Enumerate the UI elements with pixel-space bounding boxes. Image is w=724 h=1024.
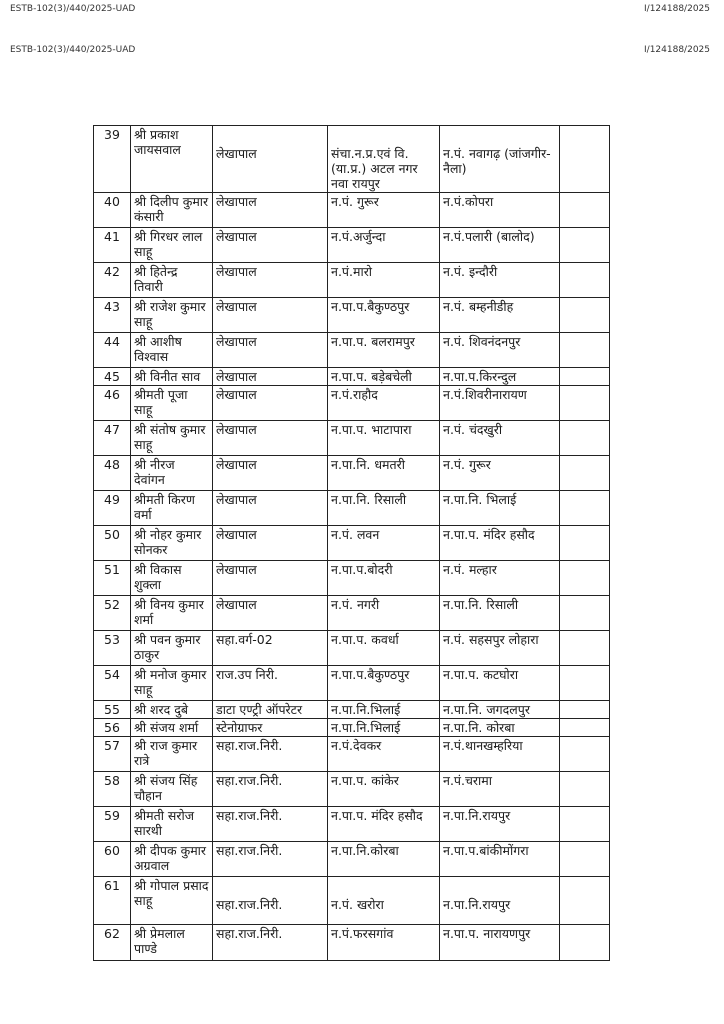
remarks-cell <box>560 842 610 877</box>
table-row <box>94 631 610 666</box>
employee-name: श्री विनय कुमार शर्मा <box>131 596 213 631</box>
serial-number: 51 <box>94 561 131 596</box>
table-row <box>94 719 610 737</box>
table-row <box>94 877 610 925</box>
remarks-cell <box>560 719 610 737</box>
designation: लेखापाल <box>213 596 328 631</box>
designation: स्टेनोग्राफर <box>213 719 328 737</box>
serial-number: 62 <box>94 925 131 961</box>
serial-number: 41 <box>94 228 131 263</box>
remarks-cell <box>560 701 610 719</box>
designation: लेखापाल <box>213 126 328 193</box>
new-posting: न.पं. बम्हनीडीह <box>440 298 560 333</box>
employee-name: श्री संजय शर्मा <box>131 719 213 737</box>
serial-number: 55 <box>94 701 131 719</box>
serial-number: 60 <box>94 842 131 877</box>
employee-name: श्री नोहर कुमार सोनकर <box>131 526 213 561</box>
serial-number: 58 <box>94 772 131 807</box>
new-posting: न.पा.प. कटघोरा <box>440 666 560 701</box>
designation: लेखापाल <box>213 386 328 421</box>
table-row <box>94 263 610 298</box>
current-posting: न.पं.राहौद <box>328 386 440 421</box>
employee-name: श्री संजय सिंह चौहान <box>131 772 213 807</box>
new-posting: न.पं. मल्हार <box>440 561 560 596</box>
current-posting: न.पं.मारो <box>328 263 440 298</box>
new-posting: न.पा.नि.रायपुर <box>440 877 560 925</box>
serial-number: 49 <box>94 491 131 526</box>
remarks-cell <box>560 298 610 333</box>
remarks-cell <box>560 596 610 631</box>
table-row <box>94 456 610 491</box>
remarks-cell <box>560 491 610 526</box>
current-posting: न.पं. गुरूर <box>328 193 440 228</box>
designation: लेखापाल <box>213 263 328 298</box>
serial-number: 52 <box>94 596 131 631</box>
remarks-cell <box>560 263 610 298</box>
table-row <box>94 807 610 842</box>
receipt-number: I/124188/2025 <box>644 45 710 55</box>
designation: लेखापाल <box>213 298 328 333</box>
new-posting: न.पं. सहसपुर लोहारा <box>440 631 560 666</box>
serial-number: 57 <box>94 737 131 772</box>
employee-name: श्रीमती पूजा साहू <box>131 386 213 421</box>
current-posting: न.पा.प. मंदिर हसौद <box>328 807 440 842</box>
designation: लेखापाल <box>213 456 328 491</box>
current-posting: न.पं. खरोरा <box>328 877 440 925</box>
current-posting: न.पं.अर्जुन्दा <box>328 228 440 263</box>
designation: सहा.राज.निरी. <box>213 877 328 925</box>
new-posting: न.पा.नि.रायपुर <box>440 807 560 842</box>
employee-name: श्री गोपाल प्रसाद साहू <box>131 877 213 925</box>
new-posting: न.पा.नि. कोरबा <box>440 719 560 737</box>
new-posting: न.पं.कोपरा <box>440 193 560 228</box>
new-posting: न.पा.प. मंदिर हसौद <box>440 526 560 561</box>
table-row <box>94 298 610 333</box>
table-row <box>94 561 610 596</box>
designation: लेखापाल <box>213 526 328 561</box>
current-posting: न.पं. लवन <box>328 526 440 561</box>
employee-name: श्री विनीत साव <box>131 368 213 386</box>
serial-number: 46 <box>94 386 131 421</box>
employee-name: श्री दीपक कुमार अग्रवाल <box>131 842 213 877</box>
new-posting: न.पं.चरामा <box>440 772 560 807</box>
new-posting: न.पा.प.बांकीमोंगरा <box>440 842 560 877</box>
current-posting: न.पा.नि. धमतरी <box>328 456 440 491</box>
remarks-cell <box>560 666 610 701</box>
table-row <box>94 666 610 701</box>
document-reference-top: ESTB-102(3)/440/2025-UAD <box>10 4 136 14</box>
table-row <box>94 368 610 386</box>
current-posting: न.पा.प.बोदरी <box>328 561 440 596</box>
table-row <box>94 193 610 228</box>
table-row <box>94 701 610 719</box>
current-posting: न.पा.नि.भिलाई <box>328 719 440 737</box>
table-row <box>94 333 610 368</box>
receipt-number-top: I/124188/2025 <box>644 4 710 14</box>
current-posting: न.पा.प. कांकेर <box>328 772 440 807</box>
table-row <box>94 842 610 877</box>
employee-name: श्री शरद दुबे <box>131 701 213 719</box>
remarks-cell <box>560 421 610 456</box>
designation: सहा.राज.निरी. <box>213 925 328 961</box>
current-posting: न.पा.प. बड़ेबचेली <box>328 368 440 386</box>
table-row <box>94 737 610 772</box>
designation: डाटा एण्ट्री ऑपरेटर <box>213 701 328 719</box>
serial-number: 43 <box>94 298 131 333</box>
table-row <box>94 491 610 526</box>
designation: लेखापाल <box>213 421 328 456</box>
current-posting: संचा.न.प्र.एवं वि. (या.प्र.) अटल नगर नवा रायपुर <box>328 126 440 193</box>
remarks-cell <box>560 877 610 925</box>
new-posting: न.पं. गुरूर <box>440 456 560 491</box>
serial-number: 53 <box>94 631 131 666</box>
designation: लेखापाल <box>213 561 328 596</box>
current-posting: न.पा.नि.भिलाई <box>328 701 440 719</box>
remarks-cell <box>560 386 610 421</box>
employee-name: श्रीमती किरण वर्मा <box>131 491 213 526</box>
new-posting: न.पं.पलारी (बालोद) <box>440 228 560 263</box>
remarks-cell <box>560 368 610 386</box>
remarks-cell <box>560 631 610 666</box>
new-posting: न.पा.प. नारायणपुर <box>440 925 560 961</box>
employee-name: श्री गिरधर लाल साहू <box>131 228 213 263</box>
designation: लेखापाल <box>213 491 328 526</box>
new-posting: न.पा.नि. रिसाली <box>440 596 560 631</box>
employee-name: श्री संतोष कुमार साहू <box>131 421 213 456</box>
table-row <box>94 421 610 456</box>
designation: लेखापाल <box>213 368 328 386</box>
new-posting: न.पं.शिवरीनारायण <box>440 386 560 421</box>
new-posting: न.पं. इन्दौरी <box>440 263 560 298</box>
current-posting: न.पा.नि.कोरबा <box>328 842 440 877</box>
employee-name: श्री पवन कुमार ठाकुर <box>131 631 213 666</box>
new-posting: न.पं. शिवनंदनपुर <box>440 333 560 368</box>
designation: सहा.राज.निरी. <box>213 807 328 842</box>
current-posting: न.पा.प. बलरामपुर <box>328 333 440 368</box>
remarks-cell <box>560 333 610 368</box>
designation: सहा.राज.निरी. <box>213 772 328 807</box>
designation: सहा.राज.निरी. <box>213 842 328 877</box>
new-posting: न.पा.प.किरन्दुल <box>440 368 560 386</box>
table-row <box>94 126 610 193</box>
serial-number: 54 <box>94 666 131 701</box>
remarks-cell <box>560 737 610 772</box>
new-posting: न.पं. नवागढ़ (जांजगीर-नैला) <box>440 126 560 193</box>
designation: राज.उप निरी. <box>213 666 328 701</box>
designation: सहा.वर्ग-02 <box>213 631 328 666</box>
remarks-cell <box>560 772 610 807</box>
new-posting: न.पं. चंदखुरी <box>440 421 560 456</box>
remarks-cell <box>560 193 610 228</box>
serial-number: 47 <box>94 421 131 456</box>
employee-name: श्री राजेश कुमार साहू <box>131 298 213 333</box>
designation: लेखापाल <box>213 333 328 368</box>
employee-name: श्री हितेन्द्र तिवारी <box>131 263 213 298</box>
employee-name: श्री आशीष विश्वास <box>131 333 213 368</box>
table-row <box>94 386 610 421</box>
serial-number: 44 <box>94 333 131 368</box>
serial-number: 39 <box>94 126 131 193</box>
employee-name: श्री राज कुमार रात्रे <box>131 737 213 772</box>
current-posting: न.पं. नगरी <box>328 596 440 631</box>
serial-number: 40 <box>94 193 131 228</box>
remarks-cell <box>560 526 610 561</box>
serial-number: 56 <box>94 719 131 737</box>
transfer-table <box>93 125 610 961</box>
employee-name: श्री मनोज कुमार साहू <box>131 666 213 701</box>
remarks-cell <box>560 228 610 263</box>
table-row <box>94 228 610 263</box>
remarks-cell <box>560 456 610 491</box>
employee-name: श्री दिलीप कुमार कंसारी <box>131 193 213 228</box>
new-posting: न.पं.थानखम्हरिया <box>440 737 560 772</box>
current-posting: न.पा.प.बैकुण्ठपुर <box>328 666 440 701</box>
employee-name: श्री नीरज देवांगन <box>131 456 213 491</box>
serial-number: 45 <box>94 368 131 386</box>
employee-name: श्रीमती सरोज सारथी <box>131 807 213 842</box>
remarks-cell <box>560 807 610 842</box>
current-posting: न.पा.प.बैकुण्ठपुर <box>328 298 440 333</box>
serial-number: 42 <box>94 263 131 298</box>
remarks-cell <box>560 925 610 961</box>
employee-name: श्री प्रकाश जायसवाल <box>131 126 213 193</box>
document-reference: ESTB-102(3)/440/2025-UAD <box>10 45 136 55</box>
table-row <box>94 925 610 961</box>
employee-name: श्री विकास शुक्ला <box>131 561 213 596</box>
current-posting: न.पा.प. कवर्धा <box>328 631 440 666</box>
new-posting: न.पा.नि. भिलाई <box>440 491 560 526</box>
serial-number: 50 <box>94 526 131 561</box>
employee-name: श्री प्रेमलाल पाण्डे <box>131 925 213 961</box>
current-posting: न.पं.फरसगांव <box>328 925 440 961</box>
table-row <box>94 526 610 561</box>
designation: सहा.राज.निरी. <box>213 737 328 772</box>
designation: लेखापाल <box>213 228 328 263</box>
designation: लेखापाल <box>213 193 328 228</box>
new-posting: न.पा.नि. जगदलपुर <box>440 701 560 719</box>
remarks-cell <box>560 561 610 596</box>
table-row <box>94 772 610 807</box>
serial-number: 61 <box>94 877 131 925</box>
serial-number: 59 <box>94 807 131 842</box>
current-posting: न.पा.प. भाटापारा <box>328 421 440 456</box>
table-row <box>94 596 610 631</box>
current-posting: न.पं.देवकर <box>328 737 440 772</box>
serial-number: 48 <box>94 456 131 491</box>
current-posting: न.पा.नि. रिसाली <box>328 491 440 526</box>
remarks-cell <box>560 126 610 193</box>
